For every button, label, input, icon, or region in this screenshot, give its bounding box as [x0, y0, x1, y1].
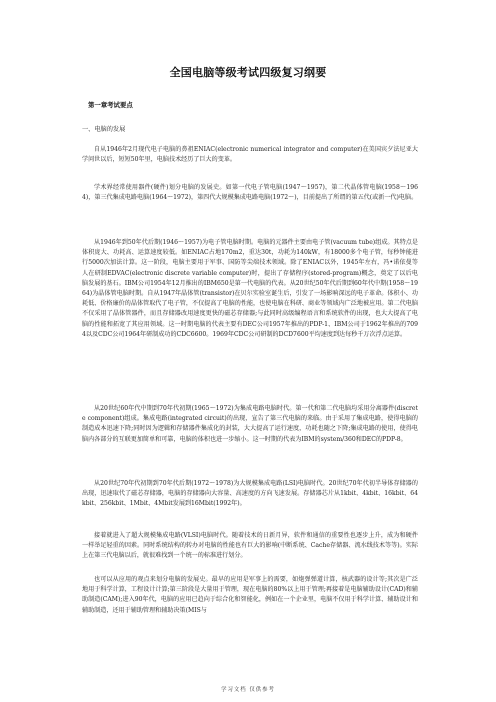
document-title: 全国电脑等级考试四级复习纲要	[169, 66, 327, 79]
section-heading: 一、电脑的发展	[82, 126, 126, 133]
paragraph-lsi: 从20世纪70年代初期到70年代后期(1972～1978)为大规模集成电路(LSI)电脑时代。20世纪70年代初半导体存储器的出现，迅速取代了磁芯存储器，电脑的存储器向大容量、高速度的方向飞速发展。存储器芯片从1kbit、4kbit、16kbit、64kbit、256kbit、1Mbit、4Mbit发展到16Mbit(1992年)。	[82, 480, 418, 508]
paragraph-generations: 学术界经常使用器件(硬件)划分电脑的发展史。如第一代电子管电脑(1947～1957)，第二代晶体管电脑(1958～1964)，第三代集成电路电脑(1964～1972)，第四代大规模集成电路电脑(1972～)，目前提出了所谓的第五代(或新一代)电脑。	[82, 184, 418, 202]
chapter-heading: 第一章考试要点	[88, 101, 133, 109]
paragraph-intro: 自从1946年2月现代电子电脑的鼻祖ENIAC(electronic numerical integrator and computer)在美国宾夕法尼亚大学问世以后，短短50年里，电脑技术经历了巨大的变革。	[82, 146, 418, 164]
paragraph-applications: 也可以从应用的观点来划分电脑的发展史。最早的应用是军事上的需要，如炮弹弹道计算，核武器的设计等;其次是广泛地用于科学计算，工程设计计算;第三阶段是大量用于管理，现在电脑的80%以上用于管理;再接着是电脑辅助设计(CAD)和辅助制造(CAM);进入90年代，电脑的应用已趋向于综合化和智能化，例如在一个企业里，电脑不仅用于科学计算、辅助设计和辅助制造，还用于辅助管理和辅助决策(MIS与	[82, 576, 418, 614]
paragraph-integrated-circuit: 从20世纪60年代中期到70年代初期(1965～1972)为集成电路电脑时代。第一代和第二代电脑均采用分离器件(discrete component)组成。集成电路(integrated circuit)的出现，宣告了第三代电脑的来临。由于采用了集成电路，使得电脑的制造成本迅速下降;同时因为逻辑和存储器件集成化的封装，大大提高了运行速度，功耗也随之下降;集成电路的使用，使得电脑内各部分的互联更加简单和可靠，电脑的体积也进一步缩小。这一时期的代表为IBM的system/360和DEC的PDP-8。	[82, 405, 418, 443]
paragraph-vacuum-transistor: 从1946年到50年代后期(1946～1957)为电子管电脑时期。电脑的元器件主要由电子管(vacuum tube)组成。其特点是体积庞大、功耗高、运算速度较低。如ENIAC占地170m2，重达30t，功耗为140kW，有18000多个电子管，每秒钟能进行5000次加法计算。这一阶段，电脑主要用于军事、国防等尖端技术领域。除了ENIAC以外，1945年左右，冯•诺依曼等人在研制EDVAC(electronic discrete variable computer)时，提出了存储程序(stored-program)概念，奠定了以后电脑发展的基石。IBM公司1954年12月推出的IBM650是第一代电脑的代表。从20世纪50年代后期到60年代中期(1958～1964)为晶体管电脑时期。自从1947年晶体管(transistor)在贝尔实验室诞生后，引发了一场影响深远的电子革命。体积小、功耗低、价格廉价的晶体管取代了电子管，不仅提高了电脑的性能，也使电脑在科研、商业等领域内广泛地被应用。第二代电脑不仅采用了晶体管器件，而且存储器改用速度更快的磁芯存储器;与此同时高级编程语言和系统软件的出现，也大大提高了电脑的性能和拓宽了其应用领域。这一时期电脑的代表主要有DEC公司1957年推出的PDP-1、IBM公司于1962年推出的7094以及CDC公司1964年研制成功的CDC6600。1969年CDC公司研制的DCD7600平均速度到达每秒千万次浮点运算。	[82, 239, 418, 338]
paragraph-vlsi: 接着就进入了超大规模集成电路(VLSI)电脑时代。随着技术的日新月异，软件和通信的重要性也逐步上升，成为和硬件一样举足轻重的因素。同时系统结构的转办对电脑的性能也有巨大的影响(中断系统、Cache存储器、流水线技术等等)。实际上在第三代电脑以后，就很难找到一个统一的标准进行划分。	[82, 532, 418, 560]
page-footer: 学习文档 仅供参考	[221, 687, 275, 693]
